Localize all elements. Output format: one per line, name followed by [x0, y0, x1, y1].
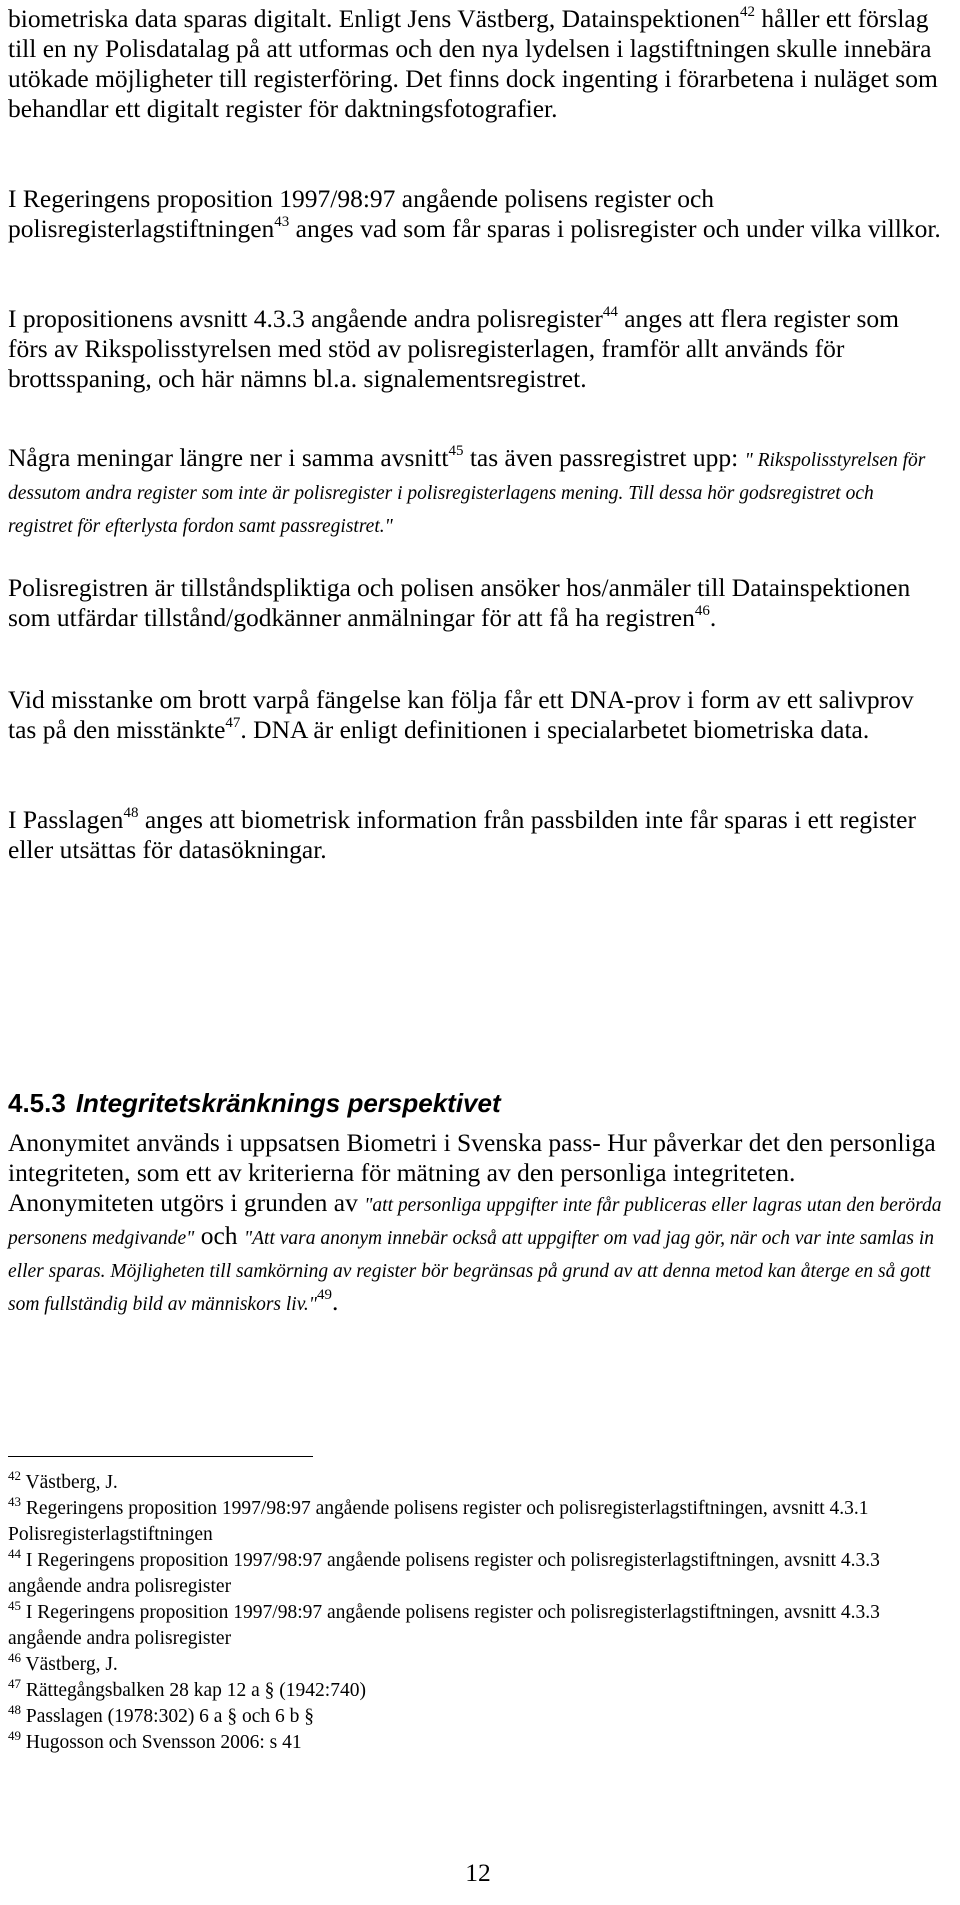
footnote	[8, 1467, 943, 1496]
footnote-text: Västberg, J.	[25, 1472, 118, 1493]
paragraph-1	[8, 4, 943, 124]
quote: "Att vara anonym innebär också att uppgifter om vad jag gör, när och var inte samlas in eller sparas. Möjligheten till samkörning av register bör begränsas på grund av att denna metod kan återge en så gott som fullständig bild av människors liv."	[8, 1228, 935, 1315]
footnote	[8, 1493, 943, 1548]
footnote-number: 48	[8, 1701, 21, 1717]
section-heading	[8, 1088, 501, 1118]
text: .	[709, 603, 717, 632]
paragraph-6	[8, 685, 943, 745]
footnote-number: 44	[8, 1545, 21, 1561]
paragraph-4	[8, 443, 943, 542]
text: Vid misstanke om brott varpå fängelse kan följa får ett DNA-prov i form av ett salivprov tas på den misstänkte	[8, 685, 914, 744]
paragraph-8	[8, 1128, 943, 1320]
footnote-ref[interactable]: 45	[448, 442, 464, 459]
text: tas även passregistret upp:	[463, 443, 745, 472]
text: .	[332, 1287, 339, 1316]
footnote-text: Regeringens proposition 1997/98:97 angående polisens register och polisregisterlagstiftningen, avsnitt 4.3.1 Polisregisterlagstiftningen	[8, 1498, 869, 1545]
footnote-number: 42	[8, 1467, 21, 1483]
text: Några meningar längre ner i samma avsnitt	[8, 443, 449, 472]
footnote-ref[interactable]: 49	[317, 1286, 332, 1303]
footnote	[8, 1675, 943, 1704]
footnote-text: Passlagen (1978:302) 6 a § och 6 b §	[25, 1706, 314, 1727]
footnote-number: 46	[8, 1649, 21, 1665]
section-number: 4.5.3	[8, 1088, 66, 1118]
text: håller ett förslag till en ny Polisdatalag på att utformas och den nya lydelsen i lagstiftningen skulle innebära utökade möjligheter till registerföring. Det finns dock ingenting i förarbetena i nuläget som behandlar ett digitalt register för daktningsfotografier.	[8, 4, 938, 123]
text: I propositionens avsnitt 4.3.3 angående andra polisregister	[8, 304, 603, 333]
footnote-number: 45	[8, 1597, 21, 1613]
paragraph-5	[8, 573, 943, 633]
footnote-ref[interactable]: 44	[602, 303, 618, 320]
footnote	[8, 1649, 943, 1678]
footnote-ref[interactable]: 47	[225, 714, 241, 731]
text: I Passlagen	[8, 805, 124, 834]
footnote-text: I Regeringens proposition 1997/98:97 angående polisens register och polisregisterlagstiftningen, avsnitt 4.3.3 angående andra polisregister	[8, 1602, 880, 1649]
text: Polisregistren är tillståndspliktiga och polisen ansöker hos/anmäler till Datainspektionen som utfärdar tillstånd/godkänner anmälningar för att få ha registren	[8, 573, 911, 632]
text: anges att biometrisk information från passbilden inte får sparas i ett register eller utsättas för datasökningar.	[8, 805, 916, 864]
footnote-text: I Regeringens proposition 1997/98:97 angående polisens register och polisregisterlagstiftningen, avsnitt 4.3.3 angående andra polisregister	[8, 1550, 880, 1597]
footnote-number: 43	[8, 1493, 21, 1509]
text: anges vad som får sparas i polisregister och under vilka villkor.	[289, 214, 941, 243]
paragraph-3	[8, 304, 943, 394]
footnote	[8, 1701, 943, 1730]
footnote-ref[interactable]: 43	[274, 213, 290, 230]
footnote-separator	[8, 1456, 313, 1457]
text: . DNA är enligt definitionen i specialarbetet biometriska data.	[240, 715, 870, 744]
section-title: Integritetskränknings perspektivet	[75, 1088, 501, 1118]
paragraph-2	[8, 184, 943, 244]
footnote-number: 47	[8, 1675, 21, 1691]
quote: "att personliga uppgifter inte får publiceras eller lagras utan den berörda personens medgivande"	[8, 1195, 942, 1249]
text: biometriska data sparas digitalt. Enligt Jens Västberg, Datainspektionen	[8, 4, 741, 33]
quote: " Rikspolisstyrelsen för dessutom andra register som inte är polisregister i polisregisterlagens mening. Till dessa hör godsregistret och registret för efterlysta fordon samt passregistret."	[8, 450, 926, 537]
text: I Regeringens proposition 1997/98:97 angående polisens register och polisregisterlagstiftningen	[8, 184, 715, 243]
footnote	[8, 1727, 943, 1756]
footnote-ref[interactable]: 48	[123, 804, 139, 821]
footnote-text: Rättegångsbalken 28 kap 12 a § (1942:740)	[25, 1680, 366, 1701]
footnote-text: Hugosson och Svensson 2006: s 41	[25, 1732, 302, 1753]
footnote	[8, 1545, 943, 1600]
footnote-ref[interactable]: 46	[694, 602, 710, 619]
page-number: 12	[465, 1858, 491, 1887]
text: och	[194, 1221, 244, 1250]
paragraph-7	[8, 805, 943, 865]
text: anges att flera register som förs av Rikspolisstyrelsen med stöd av polisregisterlagen, framför allt används för brottsspaning, och här nämns bl.a. signalementsregistret.	[8, 304, 899, 393]
footnote-number: 49	[8, 1727, 21, 1743]
footnote-ref[interactable]: 42	[740, 3, 756, 20]
text: Anonymitet används i uppsatsen Biometri i Svenska pass- Hur påverkar det den personliga integriteten, som ett av kriterierna för mätning av den personliga integriteten. Anonymiteten utgörs i grunden av	[8, 1128, 936, 1217]
footnote-text: Västberg, J.	[25, 1654, 118, 1675]
footnotes	[8, 1467, 943, 1756]
footnote	[8, 1597, 943, 1652]
